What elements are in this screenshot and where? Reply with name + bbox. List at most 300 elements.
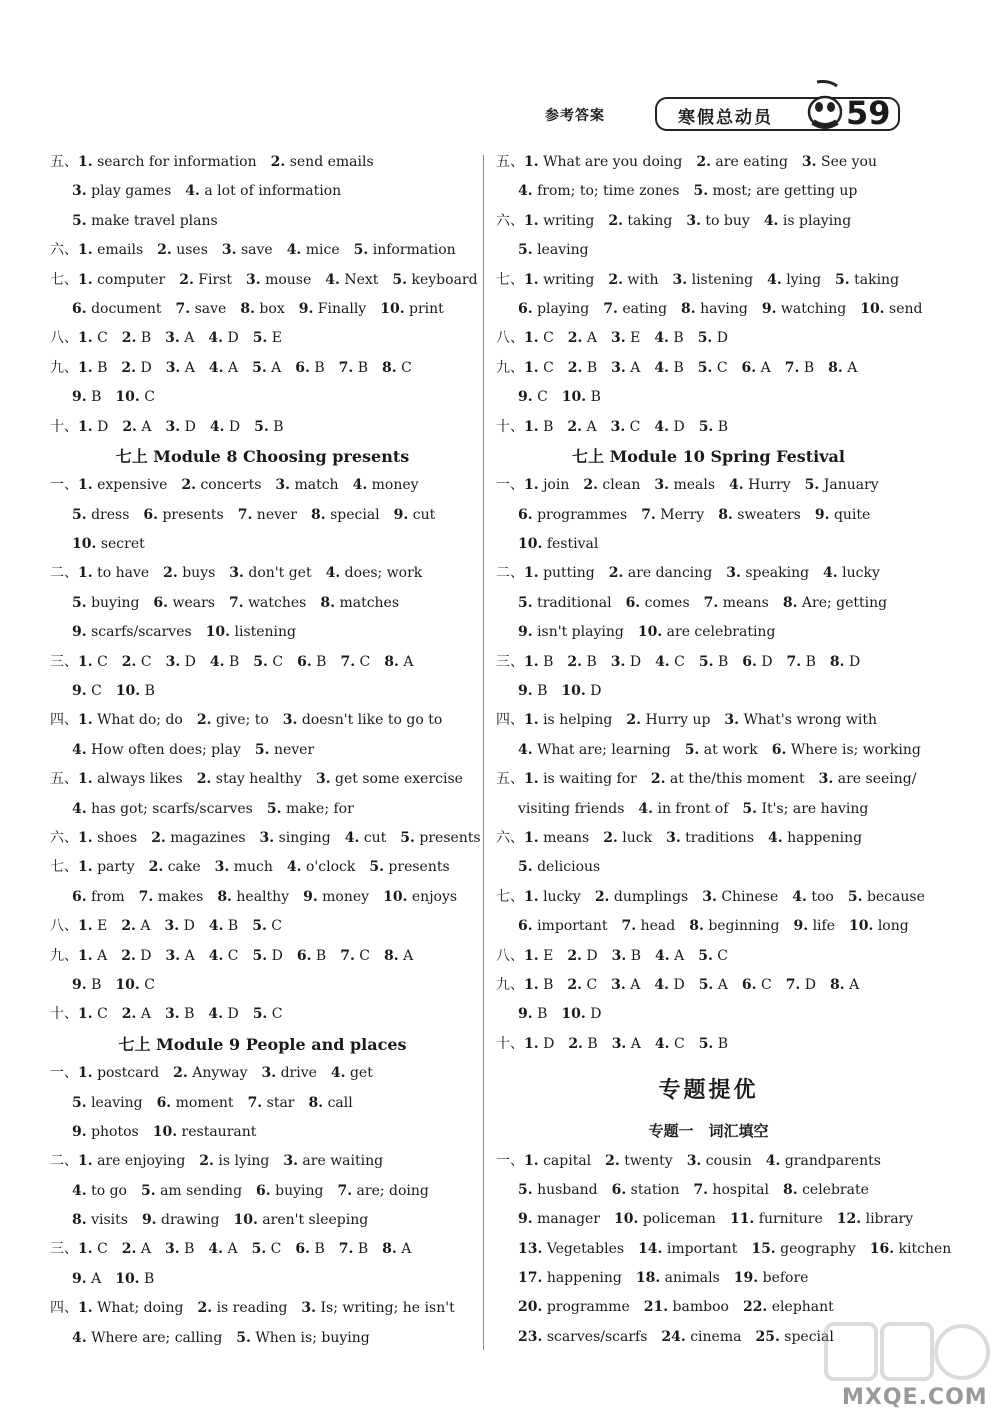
question-number: 6. [295,359,310,376]
answer-text: cousin [705,1152,752,1169]
question-number: 10. [115,1270,140,1287]
answer-text: B [630,947,641,964]
question-number: 3. [610,418,626,435]
answer-text: concerts [200,477,262,494]
question-number: 9. [72,1123,87,1140]
question-number: 2. [173,1065,188,1082]
answer-line [50,1118,475,1147]
question-number: 4. [352,477,368,494]
answer-text: lying [786,271,822,288]
part-label: 六、 [50,242,78,259]
question-number: 9. [303,888,318,905]
question-number: 4. [208,947,224,964]
answer-text: playing [537,300,590,317]
answer-text: postcard [97,1065,160,1082]
answer-text: at work [703,741,758,758]
part-label: 八、 [50,918,78,935]
answer-line [50,1294,475,1323]
question-number: 3. [686,212,701,229]
question-number: 6. [72,300,87,317]
part-label: 六、 [50,829,78,846]
question-number: 4. [72,1182,87,1199]
part-label: 三、 [50,653,78,670]
answer-text: C [537,389,548,406]
question-number: 10. [849,918,874,935]
question-number: 8. [681,300,696,317]
question-number: 2. [121,330,137,347]
answer-text: B [273,418,284,435]
question-number: 1. [78,418,93,435]
question-number: 13. [518,1240,543,1257]
question-number: 1. [524,888,539,905]
answer-text: always likes [97,771,183,788]
question-number: 3. [275,477,291,494]
question-number: 1. [524,477,539,494]
answer-text: restaurant [181,1123,257,1140]
answer-text: drawing [161,1212,220,1229]
question-number: 5. [697,359,713,376]
question-number: 6. [741,359,757,376]
part-label: 四、 [50,712,78,729]
answer-text: station [630,1181,680,1198]
answer-text: D [184,418,196,435]
question-number: 4. [286,242,302,259]
answer-text: festival [546,536,599,553]
answer-text: B [314,359,325,376]
answer-text: mouse [265,271,312,288]
answer-text: taking [627,212,673,229]
answer-line [496,530,921,559]
question-number: 1. [524,154,539,170]
answer-line [50,295,475,324]
answer-text: are waiting [302,1153,384,1170]
part-label: 二、 [50,565,78,582]
answer-line [496,1147,921,1176]
question-number: 4. [208,918,224,935]
answer-text: presents [388,859,450,876]
part-label: 三、 [50,1241,78,1258]
question-number: 3. [654,477,670,494]
question-number: 5. [698,1035,714,1052]
answer-text: information [372,242,456,259]
answer-text: E [630,330,641,347]
answer-text: means [543,829,590,846]
question-number: 4. [72,1329,87,1346]
answer-text: make travel plans [91,212,218,229]
answer-text: writing [543,212,595,229]
answer-text: How often does; play [91,741,241,758]
question-number: 1. [524,1152,539,1169]
answer-text: B [314,1241,325,1258]
answer-text: most; are getting up [712,183,858,200]
question-number: 8. [783,1181,798,1198]
answer-text: singing [278,829,331,846]
answer-line [496,1030,921,1059]
question-number: 5. [72,212,87,229]
question-number: 5. [518,242,533,259]
answer-text: B [227,918,239,935]
answer-text: B [97,359,108,376]
answer-text: too [811,888,834,905]
question-number: 1. [78,1065,93,1082]
question-number: 3. [72,183,87,200]
answer-text: A [141,418,152,435]
answer-text: o'clock [305,859,356,876]
question-number: 4. [655,947,670,964]
answer-line [496,1176,921,1205]
answer-text: A [184,947,195,964]
answer-text: is reading [216,1300,288,1317]
answer-text: D [97,418,109,435]
answer-text: C [91,683,102,700]
question-number: 2. [567,359,583,376]
answer-text: E [271,330,282,347]
answer-line [496,883,925,912]
question-number: 23. [518,1328,543,1345]
question-number: 2. [121,918,136,935]
question-number: 3. [818,771,834,788]
answer-text: C [543,330,554,347]
answer-text: C [97,1006,108,1023]
answer-line [496,236,921,265]
answer-text: C [270,1241,282,1258]
answer-text: D [227,330,239,347]
question-number: 3. [611,359,626,376]
question-number: 10. [561,1006,586,1023]
answer-text: is waiting for [543,771,637,788]
answer-text: is helping [543,712,613,729]
answer-text: A [630,1035,641,1052]
question-number: 3. [686,1152,702,1169]
question-number: 5. [252,359,267,376]
question-number: 2. [696,154,711,170]
answer-text: shoes [97,829,138,846]
question-number: 3. [301,1300,317,1317]
question-number: 3. [214,859,230,876]
answer-text: emails [97,242,144,259]
answer-text: A [140,1006,151,1023]
question-number: 2. [603,829,618,846]
question-number: 2. [594,888,610,905]
answer-text: dress [91,506,130,523]
answer-text: give; to [215,712,269,729]
answer-text: are celebrating [666,624,776,641]
answer-text: What; doing [97,1300,184,1317]
answer-text: B [537,1006,548,1023]
answer-text: B [805,653,816,670]
answer-text: A [184,330,195,347]
answer-text: C [586,976,598,993]
answer-text: listening [691,271,754,288]
answer-text: from; to; time zones [537,183,680,200]
answer-text: money [322,888,370,905]
module-heading: 七上 Module 9 People and places [118,1034,407,1054]
question-number: 25. [755,1328,780,1345]
answer-text: D [849,653,861,670]
answer-text: C [717,947,728,964]
answer-line [496,413,921,442]
question-number: 8. [382,359,397,376]
answer-text: box [259,300,285,317]
answer-line [50,765,475,794]
answer-text: before [762,1270,809,1287]
answer-text: A [227,359,239,376]
answer-text: B [717,418,729,435]
question-number: 3. [165,1006,180,1023]
question-number: 10. [561,389,587,406]
answer-text: means [722,594,769,611]
answer-text: A [140,918,151,935]
question-number: 3. [246,271,261,288]
question-number: 5. [742,800,758,817]
question-number: 7. [237,506,253,523]
question-number: 4. [729,477,744,494]
part-label: 十、 [496,1035,524,1052]
answer-text: library [865,1211,914,1228]
answer-line [50,883,475,912]
question-number: 3. [672,271,688,288]
answer-text: sweaters [737,506,801,523]
question-number: 3. [165,359,181,376]
question-number: 7. [784,359,800,376]
answer-text: Finally [317,300,367,317]
answer-text: What are; learning [537,741,671,758]
answer-text: computer [97,271,166,288]
question-number: 3. [610,653,626,670]
question-number: 6. [771,741,787,758]
answer-text: with [627,271,659,288]
answer-text: capital [543,1152,592,1169]
answer-text: star [266,1094,295,1111]
answer-text: A [401,1241,412,1258]
question-number: 1. [78,918,93,935]
answer-line [496,501,921,530]
left-column [50,148,481,1353]
answer-text: play games [91,183,172,200]
question-number: 6. [72,888,87,905]
part-label: 七、 [50,271,78,288]
answer-text: cut [412,506,436,523]
question-number: 4. [823,565,838,582]
answer-text: A [760,359,771,376]
answer-line [50,1206,475,1235]
question-number: 5. [698,976,714,993]
question-number: 3. [165,947,181,964]
question-number: 1. [78,947,93,964]
question-number: 5. [369,859,384,876]
question-number: 2. [605,1152,620,1169]
answer-text: happening [546,1270,622,1287]
question-number: 3. [611,947,627,964]
question-number: 9. [518,389,533,406]
question-number: 9. [72,1270,87,1287]
question-number: 6. [295,1241,310,1258]
answer-text: A [586,418,597,435]
question-number: 2. [196,712,212,729]
question-number: 1. [78,829,93,846]
question-number: 2. [121,359,136,376]
question-number: 7. [786,653,802,670]
answer-text: scarves/scarfs [546,1328,648,1345]
answer-text: is playing [782,212,852,229]
question-number: 7. [175,300,191,317]
question-number: 4. [654,359,669,376]
answer-line [496,1264,921,1293]
answer-text: D [629,653,642,670]
part-label: 七、 [496,271,524,288]
answer-text: D [586,947,598,964]
answer-text: listening [234,624,297,641]
question-number: 5. [684,741,700,758]
answer-text: First [198,271,232,288]
question-number: 9. [393,506,409,523]
question-number: 1. [78,859,93,876]
answer-line [496,471,921,500]
part-label: 四、 [496,712,524,729]
question-number: 2. [567,330,583,347]
answer-text: A [140,1241,151,1258]
answer-text: send emails [289,154,374,170]
question-number: 4. [768,829,783,846]
answer-text: B [587,1035,598,1052]
part-label: 二、 [496,565,524,582]
answer-text: call [327,1094,353,1111]
answer-text: are seeing/ [837,771,917,788]
question-number: 5. [698,947,713,964]
question-number: 9. [518,683,533,700]
question-number: 3. [611,1035,627,1052]
answer-text: having [700,300,748,317]
question-number: 4. [763,212,779,229]
question-number: 2. [567,418,582,435]
answer-text: at the/this moment [669,771,805,788]
question-number: 6. [742,653,757,670]
column-divider [483,155,484,1350]
answer-text: D [140,947,152,964]
question-number: 5. [252,947,268,964]
answer-text: A [674,947,685,964]
question-number: 1. [524,976,539,993]
answer-text: E [97,918,108,935]
answer-text: matches [339,594,400,611]
answer-line [50,1147,475,1176]
answer-text: manager [537,1211,601,1228]
answer-line [50,1059,475,1088]
answer-line [50,501,475,530]
question-number: 3. [259,829,275,846]
answer-line [50,736,475,765]
question-number: 7. [603,300,618,317]
question-number: 1. [524,712,539,729]
part-label: 二、 [50,1153,78,1170]
answer-text: D [227,1006,239,1023]
answer-text: to have [97,565,150,582]
answer-text: C [97,330,108,347]
answer-text: taking [854,271,900,288]
question-number: 3. [611,976,626,993]
question-number: 4. [325,565,341,582]
question-number: 1. [524,330,539,347]
question-number: 3. [221,242,237,259]
answer-text: Are; getting [801,594,888,611]
question-number: 4. [185,183,200,200]
answer-line [50,413,475,442]
answer-text: are eating [715,154,788,170]
question-number: 4. [518,741,533,758]
answer-text: money [371,477,419,494]
part-label: 三、 [496,653,524,670]
question-number: 8. [311,506,326,523]
answer-text: photos [91,1123,139,1140]
answer-line [50,471,475,500]
answer-text: elephant [771,1299,834,1316]
answer-text: B [543,418,554,435]
answer-line [50,853,475,882]
question-number: 8. [308,1094,324,1111]
answer-line [50,266,478,295]
question-number: 3. [165,653,181,670]
question-number: 1. [524,653,539,670]
question-number: 4. [638,800,654,817]
answer-text: important [666,1240,738,1257]
answer-text: A [403,947,414,964]
answer-text: A [403,653,414,670]
answer-text: furniture [758,1211,823,1228]
question-number: 7. [338,1241,354,1258]
question-number: 9. [518,1006,533,1023]
answer-line [496,589,921,618]
question-number: 10. [561,683,586,700]
part-label: 四、 [50,1300,78,1317]
question-number: 10. [233,1212,258,1229]
question-number: 10. [115,976,140,993]
answer-text: Anyway [192,1065,248,1082]
question-number: 7. [703,594,719,611]
question-number: 8. [384,947,399,964]
question-number: 5. [72,506,87,523]
question-number: 8. [689,918,704,935]
question-number: 5. [254,741,270,758]
answer-line [50,530,475,559]
question-number: 3. [315,771,331,788]
answer-line [50,677,475,706]
question-number: 3. [165,330,180,347]
answer-line [496,1000,921,1029]
answer-line [50,148,475,177]
answer-text: B [91,976,102,993]
question-number: 5. [518,594,533,611]
answer-text: kitchen [898,1240,952,1257]
answer-text: C [359,947,370,964]
answer-text: D [271,947,283,964]
answer-text: does; work [344,565,423,582]
part-label: 五、 [50,154,78,170]
answer-text: What are you doing [543,154,683,170]
answer-text: B [184,1006,195,1023]
answer-text: a lot of information [204,183,342,200]
question-number: 4. [654,418,669,435]
answer-text: party [97,859,135,876]
question-number: 2. [583,477,598,494]
answer-text: B [803,359,815,376]
answer-text: beginning [708,918,780,935]
answer-line [50,177,475,206]
answer-text: A [630,976,641,993]
question-number: 5. [252,330,268,347]
question-number: 10. [860,300,885,317]
question-number: 2. [122,418,137,435]
answer-line [50,795,475,824]
